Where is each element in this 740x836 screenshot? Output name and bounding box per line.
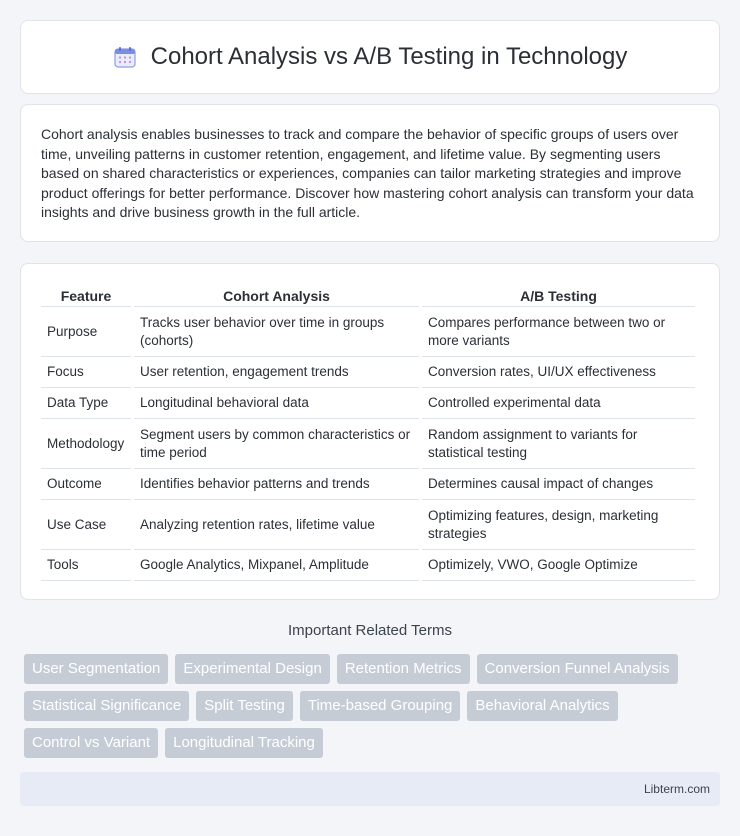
table-row — [41, 419, 695, 469]
term-tag[interactable]: Split Testing — [196, 691, 293, 721]
footer-site-link[interactable]: Libterm.com — [643, 782, 710, 796]
cell-cohort: Tracks user behavior over time in groups (cohorts) — [134, 307, 419, 357]
cell-ab: Conversion rates, UI/UX effectiveness — [422, 357, 695, 388]
term-tag[interactable]: Control vs Variant — [24, 728, 158, 758]
cell-ab: Controlled experimental data — [422, 388, 695, 419]
term-tag[interactable]: Retention Metrics — [337, 654, 470, 684]
cell-cohort: Google Analytics, Mixpanel, Amplitude — [134, 550, 419, 581]
cell-cohort: Longitudinal behavioral data — [134, 388, 419, 419]
term-tag[interactable]: Experimental Design — [175, 654, 329, 684]
cell-cohort: Identifies behavior patterns and trends — [134, 469, 419, 500]
cell-ab: Compares performance between two or more variants — [422, 307, 695, 357]
table-row — [41, 500, 695, 550]
cell-feature: Data Type — [41, 388, 131, 419]
table-row — [41, 357, 695, 388]
cell-ab: Optimizely, VWO, Google Optimize — [422, 550, 695, 581]
cell-feature: Purpose — [41, 307, 131, 357]
header-card — [20, 20, 720, 94]
page-title: Cohort Analysis vs A/B Testing in Technology — [150, 43, 628, 70]
term-tag[interactable]: Time-based Grouping — [300, 691, 461, 721]
intro-card — [20, 104, 720, 242]
cell-ab: Determines causal impact of changes — [422, 469, 695, 500]
cell-feature: Tools — [41, 550, 131, 581]
related-terms-list — [24, 654, 724, 758]
term-tag[interactable]: Statistical Significance — [24, 691, 189, 721]
comparison-table-card — [20, 263, 720, 600]
comparison-table — [38, 282, 698, 581]
header-ab-testing: A/B Testing — [422, 282, 695, 307]
cell-feature: Methodology — [41, 419, 131, 469]
cell-cohort: User retention, engagement trends — [134, 357, 419, 388]
cell-ab: Random assignment to variants for statistical testing — [422, 419, 695, 469]
footer — [20, 772, 720, 806]
related-terms-title: Important Related Terms — [288, 622, 452, 639]
term-tag[interactable]: Longitudinal Tracking — [165, 728, 323, 758]
table-row — [41, 550, 695, 581]
cell-cohort: Analyzing retention rates, lifetime value — [134, 500, 419, 550]
intro-text: Cohort analysis enables businesses to track and compare the behavior of specific groups of users over time, unveiling patterns in customer retention, engagement, and lifetime value. By segmenting users based on shared characteristics or experiences, companies can tailor marketing strategies and improve product offerings for better performance. Discover how mastering cohort analysis can transform your data insights and drive business growth in the full article. — [41, 126, 694, 221]
term-tag[interactable]: User Segmentation — [24, 654, 168, 684]
header-feature: Feature — [41, 282, 131, 307]
table-row — [41, 307, 695, 357]
table-row — [41, 469, 695, 500]
header-cohort-analysis: Cohort Analysis — [134, 282, 419, 307]
table-row — [41, 388, 695, 419]
cell-feature: Focus — [41, 357, 131, 388]
cell-feature: Outcome — [41, 469, 131, 500]
cell-cohort: Segment users by common characteristics or time period — [134, 419, 419, 469]
term-tag[interactable]: Conversion Funnel Analysis — [477, 654, 678, 684]
cell-ab: Optimizing features, design, marketing strategies — [422, 500, 695, 550]
cell-feature: Use Case — [41, 500, 131, 550]
title-wrap — [113, 43, 628, 71]
table-header-row — [41, 282, 695, 307]
term-tag[interactable]: Behavioral Analytics — [467, 691, 617, 721]
calendar-icon — [113, 45, 137, 69]
